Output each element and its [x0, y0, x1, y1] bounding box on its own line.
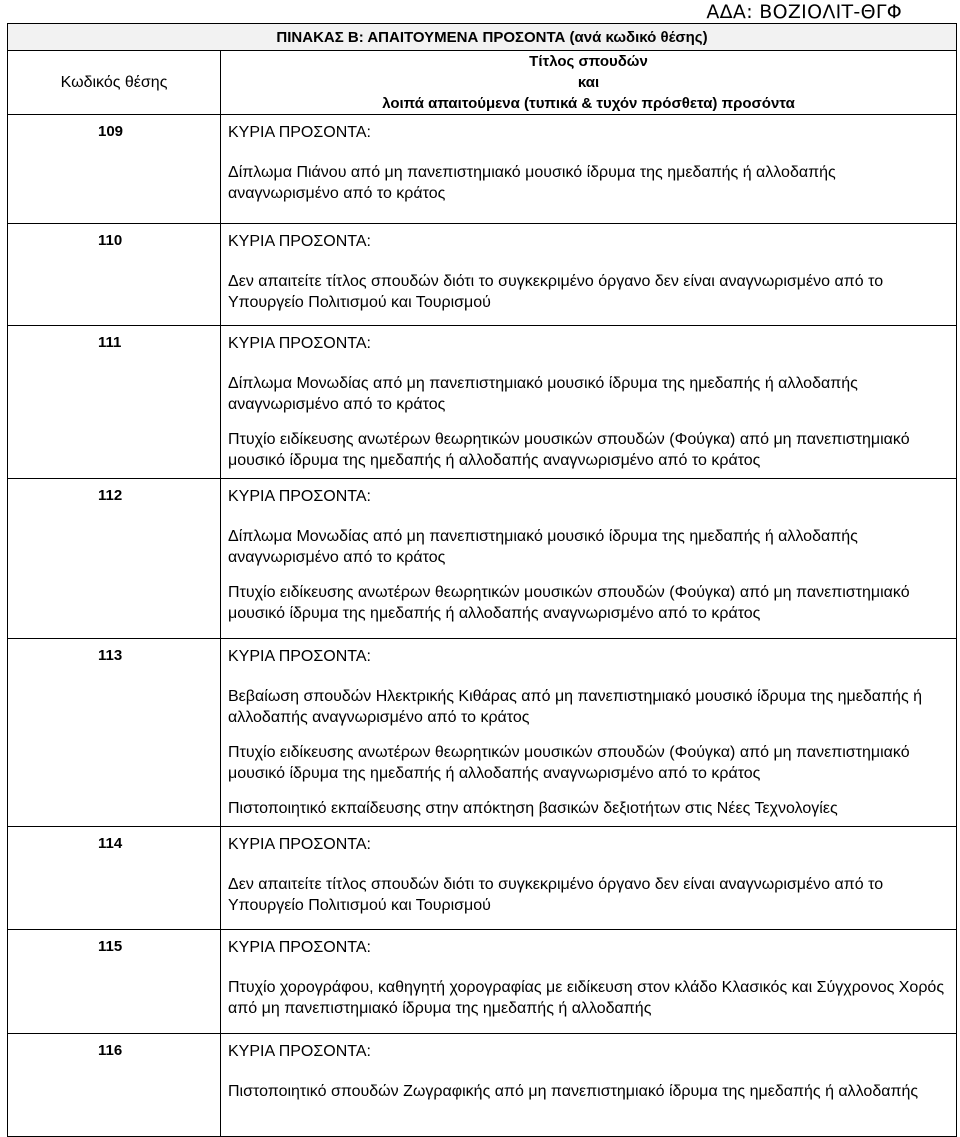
qualifications-cell: [221, 479, 957, 639]
table-row: [8, 115, 957, 224]
main-qualifications-label: ΚΥΡΙΑ ΠΡΟΣΟΝΤΑ:: [228, 1043, 371, 1060]
table-row: [8, 224, 957, 326]
table-row: [8, 930, 957, 1034]
column-header-title-line1: Τίτλος σπουδών: [529, 53, 648, 70]
main-qualifications-label: ΚΥΡΙΑ ΠΡΟΣΟΝΤΑ:: [228, 836, 371, 853]
main-qualifications-label: ΚΥΡΙΑ ΠΡΟΣΟΝΤΑ:: [228, 939, 371, 956]
table-row: [8, 479, 957, 639]
position-code: 111: [8, 326, 221, 479]
qualification-item: Δίπλωμα Πιάνου από μη πανεπιστημιακό μουσικό ίδρυμα της ημεδαπής ή αλλοδαπής αναγνωρισμένο από το κράτος: [228, 164, 836, 202]
column-header-row: [8, 51, 957, 115]
table-row: [8, 326, 957, 479]
main-qualifications-label: ΚΥΡΙΑ ΠΡΟΣΟΝΤΑ:: [228, 124, 371, 141]
position-code: 110: [8, 224, 221, 326]
main-qualifications-label: ΚΥΡΙΑ ΠΡΟΣΟΝΤΑ:: [228, 335, 371, 352]
qualification-item: Βεβαίωση σπουδών Ηλεκτρικής Κιθάρας από μη πανεπιστημιακό μουσικό ίδρυμα της ημεδαπής ή αλλοδαπής αναγνωρισμένο από το κράτος: [228, 688, 922, 726]
qualification-item: Πιστοποιητικό εκπαίδευσης στην απόκτηση βασικών δεξιοτήτων στις Νέες Τεχνολογίες: [228, 800, 838, 817]
qualifications-cell: [221, 115, 957, 224]
position-code: 112: [8, 479, 221, 639]
qualification-item: Πτυχίο ειδίκευσης ανωτέρων θεωρητικών μουσικών σπουδών (Φούγκα) από μη πανεπιστημιακό μουσικό ίδρυμα της ημεδαπής ή αλλοδαπής αναγνωρισμένο από το κράτος: [228, 744, 910, 782]
qualification-item: Δεν απαιτείτε τίτλος σπουδών διότι το συγκεκριμένο όργανο δεν είναι αναγνωρισμένο από το Υπουργείο Πολιτισμού και Τουρισμού: [228, 876, 884, 914]
column-header-code: Κωδικός θέσης: [8, 51, 221, 115]
qualification-item: Πτυχίο χορογράφου, καθηγητή χορογραφίας με ειδίκευση στον κλάδο Κλασικός και Σύγχρονος Χορός από μη πανεπιστημιακό ίδρυμα της ημεδαπής ή αλλοδαπής: [228, 979, 945, 1017]
table-row: [8, 1034, 957, 1137]
main-qualifications-label: ΚΥΡΙΑ ΠΡΟΣΟΝΤΑ:: [228, 233, 371, 250]
qualifications-cell: [221, 1034, 957, 1137]
qualification-item: Πτυχίο ειδίκευσης ανωτέρων θεωρητικών μουσικών σπουδών (Φούγκα) από μη πανεπιστημιακό μουσικό ίδρυμα της ημεδαπής ή αλλοδαπής αναγνωρισμένο από το κράτος: [228, 431, 910, 469]
column-header-title-line3: λοιπά απαιτούμενα (τυπικά & τυχόν πρόσθετα) προσόντα: [382, 95, 795, 112]
column-header-title-line2: και: [577, 74, 600, 91]
main-qualifications-label: ΚΥΡΙΑ ΠΡΟΣΟΝΤΑ:: [228, 648, 371, 665]
main-qualifications-label: ΚΥΡΙΑ ΠΡΟΣΟΝΤΑ:: [228, 488, 371, 505]
ada-code: ΑΔΑ: ΒΟΖΙΟΛΙΤ-ΘΓΦ: [706, 1, 902, 23]
qualification-item: Δεν απαιτείτε τίτλος σπουδών διότι το συγκεκριμένο όργανο δεν είναι αναγνωρισμένο από το Υπουργείο Πολιτισμού και Τουρισμού: [228, 273, 884, 311]
qualifications-cell: [221, 827, 957, 930]
qualification-item: Δίπλωμα Μονωδίας από μη πανεπιστημιακό μουσικό ίδρυμα της ημεδαπής ή αλλοδαπής αναγνωρισμένο από το κράτος: [228, 528, 858, 566]
qualifications-cell: [221, 224, 957, 326]
column-header-title: [221, 51, 957, 115]
qualification-item: Δίπλωμα Μονωδίας από μη πανεπιστημιακό μουσικό ίδρυμα της ημεδαπής ή αλλοδαπής αναγνωρισμένο από το κράτος: [228, 375, 858, 413]
qualification-item: Πιστοποιητικό σπουδών Ζωγραφικής από μη πανεπιστημιακό ίδρυμα της ημεδαπής ή αλλοδαπής: [228, 1083, 919, 1100]
position-code: 114: [8, 827, 221, 930]
qualifications-cell: [221, 930, 957, 1034]
position-code: 113: [8, 639, 221, 827]
table-row: [8, 827, 957, 930]
table-title: ΠΙΝΑΚΑΣ Β: ΑΠΑΙΤΟΥΜΕΝΑ ΠΡΟΣΟΝΤΑ (ανά κωδικό θέσης): [8, 24, 957, 51]
position-code: 115: [8, 930, 221, 1034]
qualifications-cell: [221, 326, 957, 479]
table-title-row: [8, 24, 957, 51]
qualification-item: Πτυχίο ειδίκευσης ανωτέρων θεωρητικών μουσικών σπουδών (Φούγκα) από μη πανεπιστημιακό μουσικό ίδρυμα της ημεδαπής ή αλλοδαπής αναγνωρισμένο από το κράτος: [228, 584, 910, 622]
position-code: 109: [8, 115, 221, 224]
qualifications-cell: [221, 639, 957, 827]
requirements-table: [7, 23, 957, 1137]
position-code: 116: [8, 1034, 221, 1137]
table-row: [8, 639, 957, 827]
